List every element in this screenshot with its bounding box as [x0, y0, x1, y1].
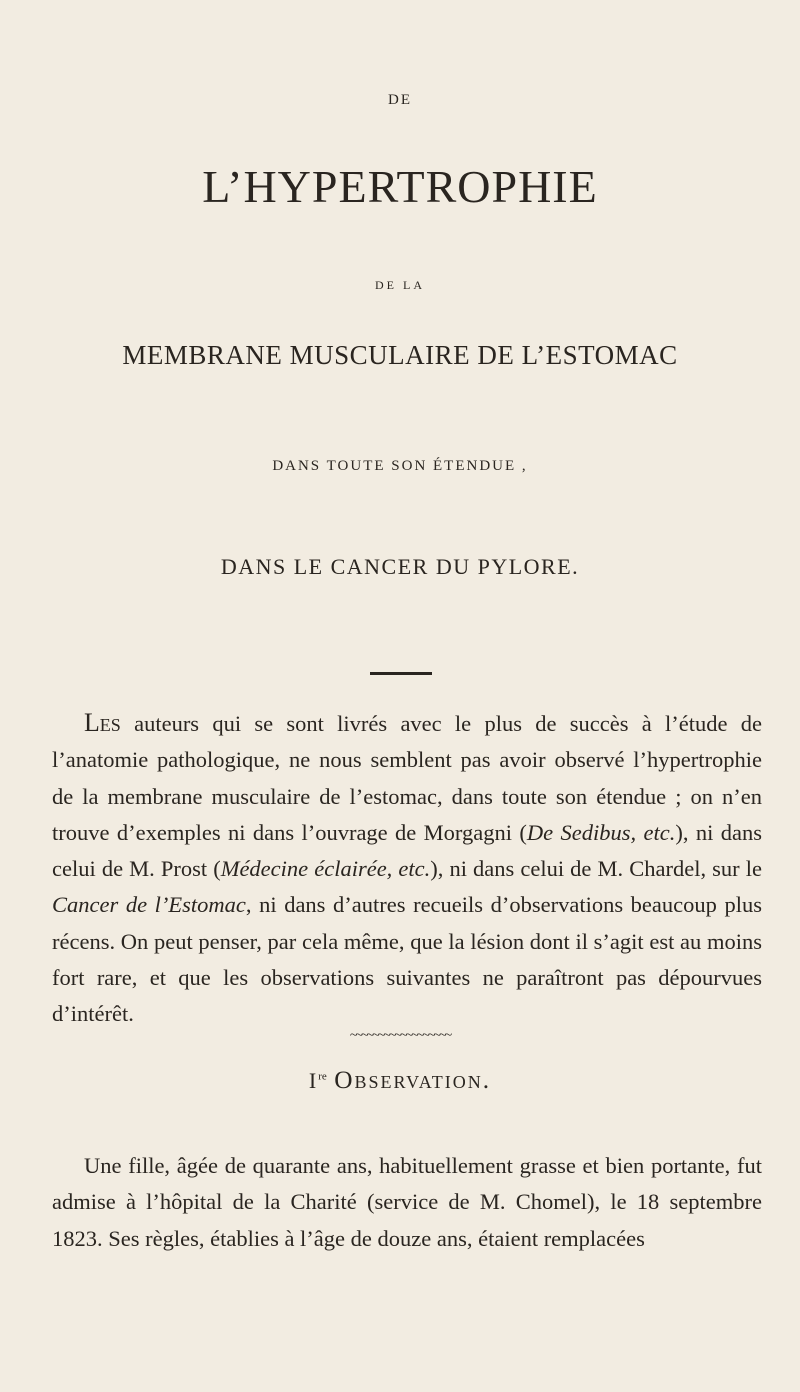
intro-text-3: ), ni dans celui de M. Chardel, sur le [430, 856, 762, 882]
header-de-la: DE LA [375, 278, 425, 292]
subtitle-cancer: DANS LE CANCER DU PYLORE. [220, 554, 580, 579]
intro-text-4: , ni dans d’autres recueils d’observations beaucoup plus récens. On peut penser, par cela même, que la lésion dont il s’agit est au moins fort rare, et que les observations suivantes ne paraîtront pas dépourvues d’intérêt. [52, 892, 762, 1027]
observation-numeral: I [308, 1068, 319, 1093]
subtitle-membrane: MEMBRANE MUSCULAIRE DE L’ESTOMAC [122, 340, 678, 370]
intro-text-1: auteurs qui se sont livrés avec le plus de succès à l’étude de l’anatomie pathologique, ne nous semblent pas avoir observé l’hypertrophie de la membrane musculaire de l’estomac, dans toute son étendue ; on n’en trouve d’exemples ni dans l’ouvrage de Morgagni ( [52, 711, 762, 845]
intro-italic-2: Médecine éclairée, etc. [220, 856, 431, 882]
intro-italic-1: De Sedibus, etc. [526, 819, 676, 845]
subtitle-etendue: DANS TOUTE SON ÉTENDUE , [272, 458, 528, 474]
intro-italic-3: Cancer de l’Estomac [52, 892, 246, 918]
ornament-divider: ~~~~~~~~~~~~~~~~~~ [349, 1028, 451, 1043]
header-de: DE [388, 92, 412, 108]
observation-heading [0, 1066, 800, 1095]
intro-paragraph [52, 705, 762, 1033]
observation-paragraph [52, 1148, 762, 1257]
intro-text-2: ), ni dans celui de M. Prost ( [52, 819, 762, 882]
page-title: L’HYPERTROPHIE [202, 161, 598, 212]
observation-heading-text: Observation. [334, 1066, 492, 1094]
observation-sup: re [318, 1070, 327, 1083]
title-rule [370, 672, 432, 675]
lead-words: Les [84, 708, 121, 737]
observation-text: Une fille, âgée de quarante ans, habituellement grasse et bien portante, fut admise à l’hôpital de la Charité (service de M. Chomel), le 18 septembre 1823. Ses règles, établies à l’âge de douze ans, étaient remplacées [52, 1153, 762, 1251]
